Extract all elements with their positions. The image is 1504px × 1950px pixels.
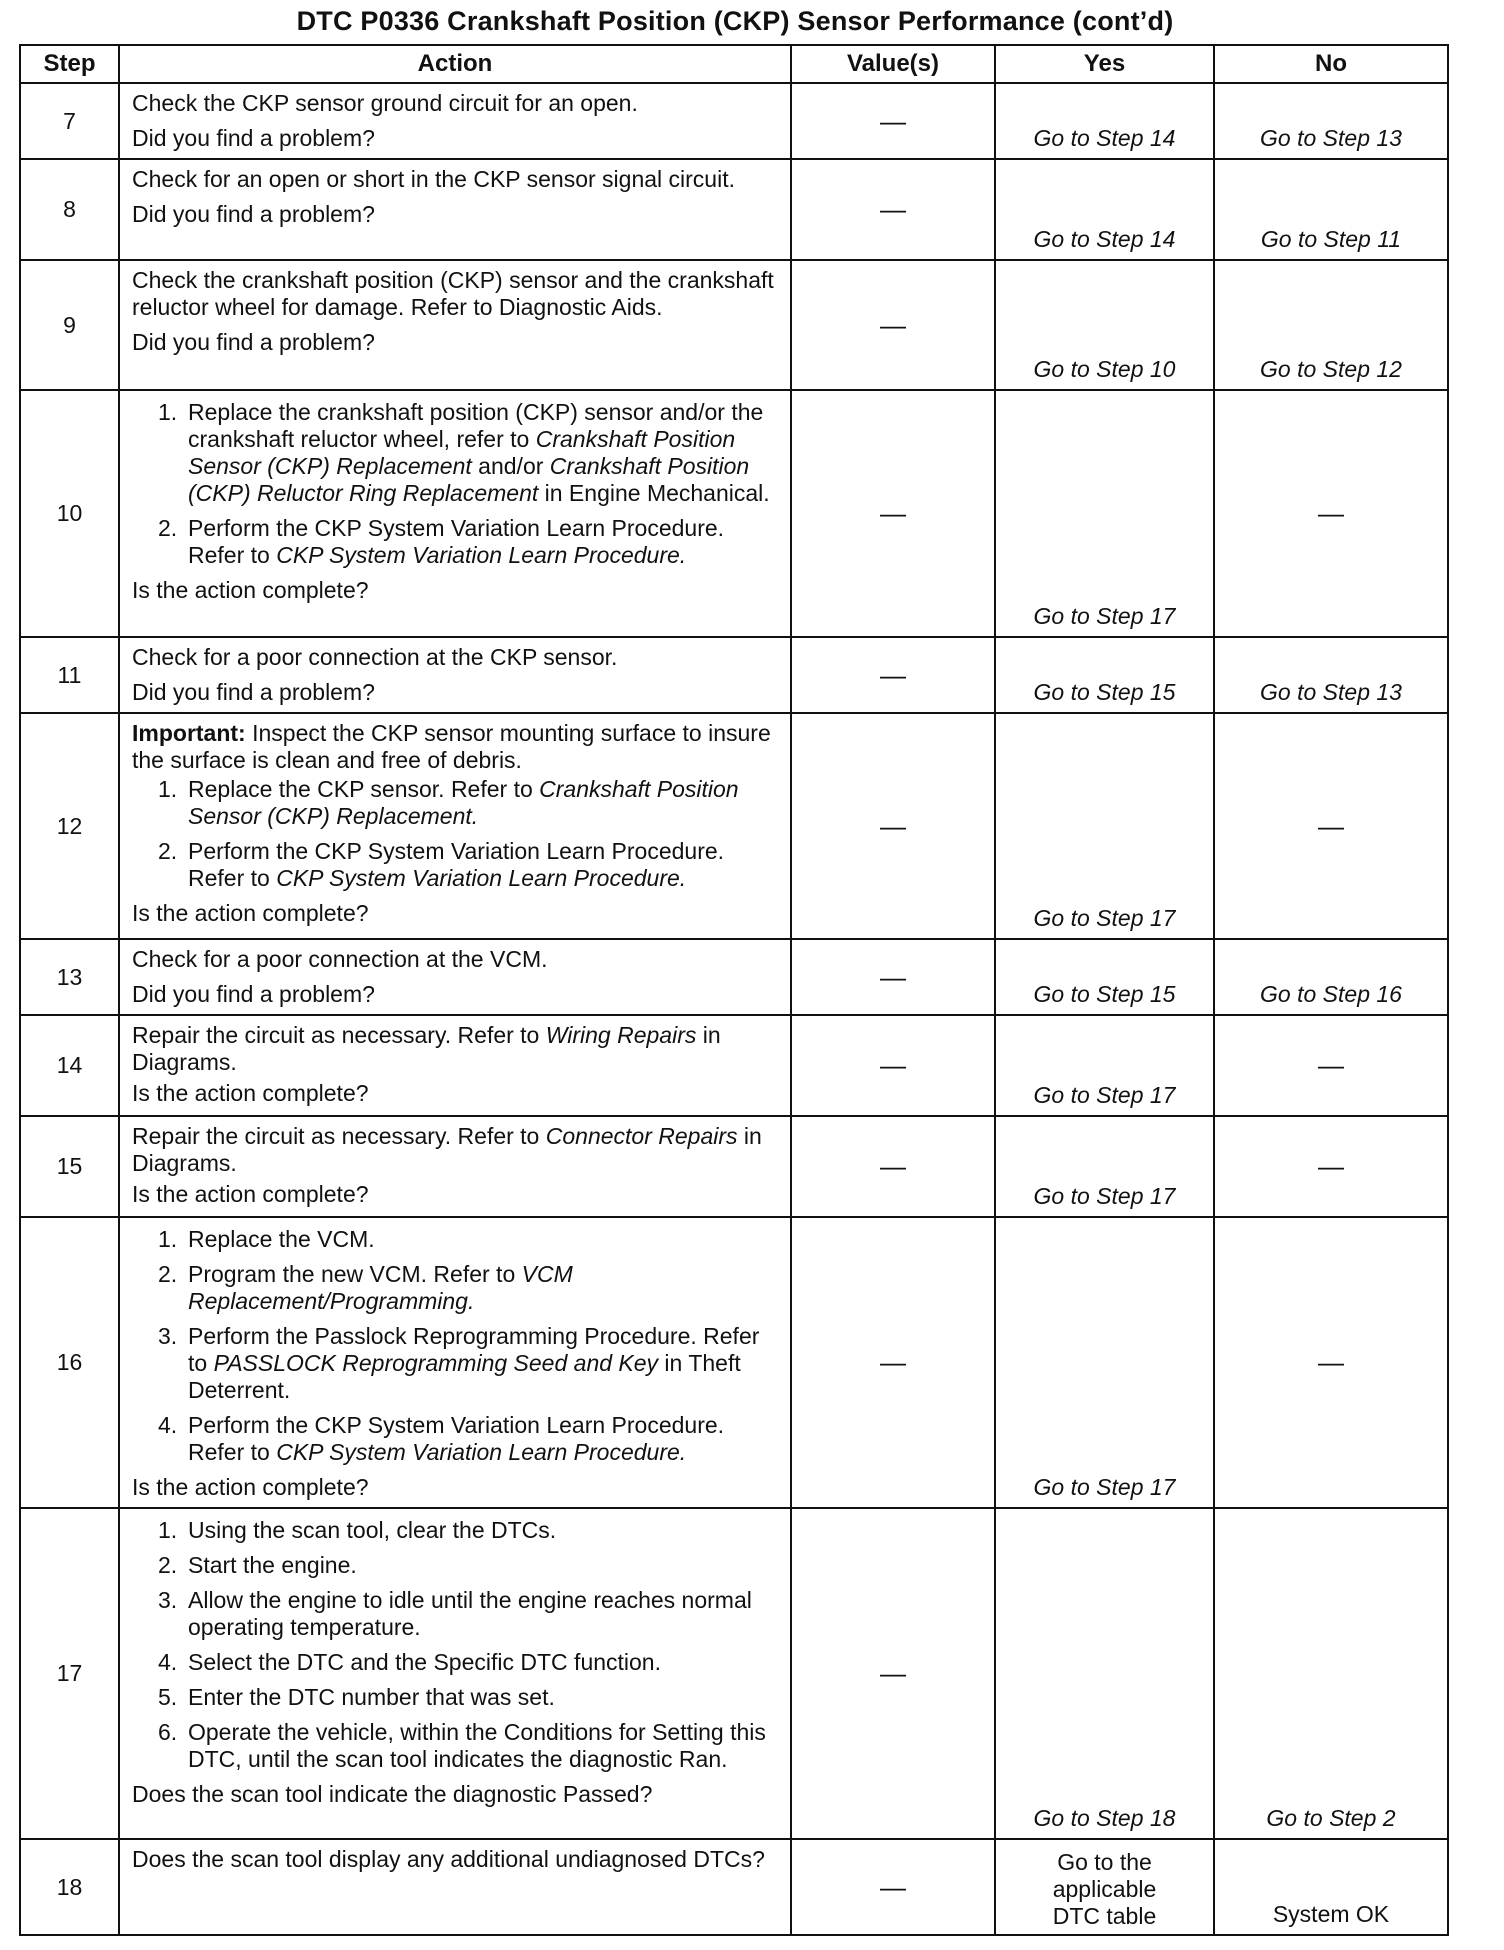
column-header-action: Action xyxy=(119,45,791,83)
no-cell: Go to Step 12 xyxy=(1214,260,1448,390)
yes-cell: Go to Step 10 xyxy=(995,260,1214,390)
procedure-item xyxy=(188,776,780,830)
column-header-step: Step xyxy=(20,45,119,83)
value-cell: — xyxy=(791,390,995,637)
item-text: in Engine Mechanical. xyxy=(538,480,770,506)
step-number: 12 xyxy=(20,713,119,939)
no-cell: — xyxy=(1214,1217,1448,1508)
table-row xyxy=(20,390,1448,637)
item-reference: Crankshaft Position (CKP) Reluctor Ring Replacement xyxy=(188,453,750,506)
action-text: Check for an open or short in the CKP sensor signal circuit. xyxy=(132,166,735,192)
table-row xyxy=(20,713,1448,939)
step-number: 8 xyxy=(20,159,119,260)
item-text: in Diagrams. xyxy=(132,1022,721,1075)
item-reference: CKP System Variation Learn Procedure. xyxy=(276,1439,687,1465)
procedure-list xyxy=(132,776,780,892)
yes-cell: Go to Step 17 xyxy=(995,1217,1214,1508)
step-number: 10 xyxy=(20,390,119,637)
important-note xyxy=(132,720,780,774)
item-text: Repair the circuit as necessary. Refer to xyxy=(132,1022,546,1048)
procedure-item: Operate the vehicle, within the Conditions for Setting this DTC, until the scan tool indicates the diagnostic Ran. xyxy=(188,1719,766,1772)
item-text: Replace the crankshaft position (CKP) sensor and/or the crankshaft reluctor wheel, refer to xyxy=(188,399,764,452)
action-cell xyxy=(119,260,791,390)
item-reference: Connector Repairs xyxy=(545,1123,738,1149)
step-number: 13 xyxy=(20,939,119,1015)
procedure-list xyxy=(132,399,780,569)
yes-line: applicable xyxy=(1052,1876,1157,1902)
yes-cell: Go to Step 18 xyxy=(995,1508,1214,1839)
item-text: Repair the circuit as necessary. Refer to xyxy=(132,1123,546,1149)
item-text: Perform the CKP System Variation Learn Procedure. Refer to xyxy=(188,838,725,891)
procedure-item: Select the DTC and the Specific DTC function. xyxy=(188,1649,661,1675)
column-header-no: No xyxy=(1214,45,1448,83)
procedure-item xyxy=(188,399,780,507)
action-question: Is the action complete? xyxy=(132,900,369,926)
table-row xyxy=(20,939,1448,1015)
action-cell xyxy=(119,390,791,637)
item-text: and/or xyxy=(471,453,550,479)
value-cell: — xyxy=(791,260,995,390)
table-row xyxy=(20,159,1448,260)
item-reference: VCM Replacement/Programming. xyxy=(188,1261,573,1314)
item-text: Replace the VCM. xyxy=(188,1226,375,1252)
yes-cell xyxy=(995,1839,1214,1935)
action-cell xyxy=(119,1217,791,1508)
yes-cell: Go to Step 17 xyxy=(995,1015,1214,1116)
yes-line: DTC table xyxy=(1052,1903,1157,1929)
no-cell: System OK xyxy=(1214,1839,1448,1935)
procedure-item xyxy=(188,1261,780,1315)
no-cell: Go to Step 13 xyxy=(1214,637,1448,713)
action-text: Check for a poor connection at the CKP sensor. xyxy=(132,644,618,670)
table-row xyxy=(20,1116,1448,1217)
page-title: DTC P0336 Crankshaft Position (CKP) Sensor Performance (cont’d) xyxy=(296,6,1174,36)
table-row xyxy=(20,1015,1448,1116)
table-row xyxy=(20,1508,1448,1839)
yes-cell: Go to Step 14 xyxy=(995,159,1214,260)
no-cell: — xyxy=(1214,390,1448,637)
column-header-values: Value(s) xyxy=(791,45,995,83)
action-question: Did you find a problem? xyxy=(132,679,375,705)
step-number: 18 xyxy=(20,1839,119,1935)
action-text: Check the CKP sensor ground circuit for an open. xyxy=(132,90,638,116)
action-question: Is the action complete? xyxy=(132,1181,369,1207)
step-number: 14 xyxy=(20,1015,119,1116)
value-cell: — xyxy=(791,1116,995,1217)
yes-cell: Go to Step 15 xyxy=(995,637,1214,713)
action-question: Is the action complete? xyxy=(132,1080,369,1106)
procedure-item: Allow the engine to idle until the engine reaches normal operating temperature. xyxy=(188,1587,752,1640)
item-text: in Theft Deterrent. xyxy=(188,1350,741,1403)
procedure-list xyxy=(132,1517,780,1773)
step-number: 9 xyxy=(20,260,119,390)
item-text: Perform the Passlock Reprogramming Procedure. Refer to xyxy=(188,1323,760,1376)
important-label: Important: xyxy=(132,720,246,746)
no-cell: — xyxy=(1214,713,1448,939)
dtc-diagnostic-table xyxy=(19,44,1449,1936)
procedure-item xyxy=(188,838,780,892)
column-header-yes: Yes xyxy=(995,45,1214,83)
value-cell: — xyxy=(791,1508,995,1839)
item-text: in Diagrams. xyxy=(132,1123,762,1176)
value-cell: — xyxy=(791,159,995,260)
no-cell: Go to Step 16 xyxy=(1214,939,1448,1015)
item-reference: Crankshaft Position Sensor (CKP) Replacement. xyxy=(188,776,739,829)
step-number: 15 xyxy=(20,1116,119,1217)
item-text: Perform the CKP System Variation Learn Procedure. Refer to xyxy=(188,515,725,568)
no-cell: Go to Step 13 xyxy=(1214,83,1448,159)
procedure-item xyxy=(188,1412,780,1466)
yes-line: Go to the xyxy=(1057,1849,1152,1875)
no-cell: Go to Step 2 xyxy=(1214,1508,1448,1839)
action-cell xyxy=(119,1839,791,1935)
procedure-item xyxy=(188,1226,780,1253)
yes-cell: Go to Step 17 xyxy=(995,390,1214,637)
value-cell: — xyxy=(791,1839,995,1935)
procedure-item xyxy=(188,1323,780,1404)
procedure-list xyxy=(132,1226,780,1466)
no-cell: — xyxy=(1214,1015,1448,1116)
item-reference: Crankshaft Position Sensor (CKP) Replacement xyxy=(188,426,736,479)
important-text: Inspect the CKP sensor mounting surface to insure the surface is clean and free of debris. xyxy=(132,720,771,773)
value-cell: — xyxy=(791,637,995,713)
value-cell: — xyxy=(791,1217,995,1508)
value-cell: — xyxy=(791,939,995,1015)
yes-cell: Go to Step 14 xyxy=(995,83,1214,159)
item-reference: Wiring Repairs xyxy=(545,1022,697,1048)
action-text: Does the scan tool display any additional undiagnosed DTCs? xyxy=(132,1846,765,1872)
step-number: 16 xyxy=(20,1217,119,1508)
action-question: Does the scan tool indicate the diagnostic Passed? xyxy=(132,1781,653,1807)
action-cell xyxy=(119,1015,791,1116)
action-question: Did you find a problem? xyxy=(132,329,375,355)
yes-cell: Go to Step 17 xyxy=(995,713,1214,939)
item-reference: CKP System Variation Learn Procedure. xyxy=(276,865,687,891)
step-number: 11 xyxy=(20,637,119,713)
no-cell: Go to Step 11 xyxy=(1214,159,1448,260)
table-row xyxy=(20,637,1448,713)
action-text: Check for a poor connection at the VCM. xyxy=(132,946,548,972)
action-cell xyxy=(119,1116,791,1217)
item-reference: CKP System Variation Learn Procedure. xyxy=(276,542,687,568)
action-text xyxy=(132,1123,780,1177)
table-header-row xyxy=(20,45,1448,83)
item-text: Replace the CKP sensor. Refer to xyxy=(188,776,540,802)
action-question: Did you find a problem? xyxy=(132,981,375,1007)
value-cell: — xyxy=(791,1015,995,1116)
action-cell xyxy=(119,939,791,1015)
no-cell: — xyxy=(1214,1116,1448,1217)
action-cell xyxy=(119,1508,791,1839)
action-cell xyxy=(119,637,791,713)
procedure-item: Start the engine. xyxy=(188,1552,357,1578)
yes-cell: Go to Step 17 xyxy=(995,1116,1214,1217)
value-cell: — xyxy=(791,83,995,159)
action-cell xyxy=(119,83,791,159)
action-question: Is the action complete? xyxy=(132,577,369,603)
yes-cell: Go to Step 15 xyxy=(995,939,1214,1015)
step-number: 17 xyxy=(20,1508,119,1839)
action-question: Is the action complete? xyxy=(132,1474,369,1500)
action-cell xyxy=(119,713,791,939)
procedure-item xyxy=(188,515,780,569)
table-row xyxy=(20,1839,1448,1935)
action-cell xyxy=(119,159,791,260)
table-row xyxy=(20,1217,1448,1508)
action-question: Did you find a problem? xyxy=(132,201,375,227)
value-cell: — xyxy=(791,713,995,939)
action-text: Check the crankshaft position (CKP) sensor and the crankshaft reluctor wheel for damage. Refer to Diagnostic Aids. xyxy=(132,267,774,320)
item-reference: PASSLOCK Reprogramming Seed and Key xyxy=(213,1350,659,1376)
action-question: Did you find a problem? xyxy=(132,125,375,151)
action-text xyxy=(132,1022,780,1076)
table-row xyxy=(20,260,1448,390)
procedure-item: Using the scan tool, clear the DTCs. xyxy=(188,1517,557,1543)
table-row xyxy=(20,83,1448,159)
item-text: Perform the CKP System Variation Learn Procedure. Refer to xyxy=(188,1412,725,1465)
procedure-item: Enter the DTC number that was set. xyxy=(188,1684,555,1710)
item-text: Program the new VCM. Refer to xyxy=(188,1261,522,1287)
step-number: 7 xyxy=(20,83,119,159)
